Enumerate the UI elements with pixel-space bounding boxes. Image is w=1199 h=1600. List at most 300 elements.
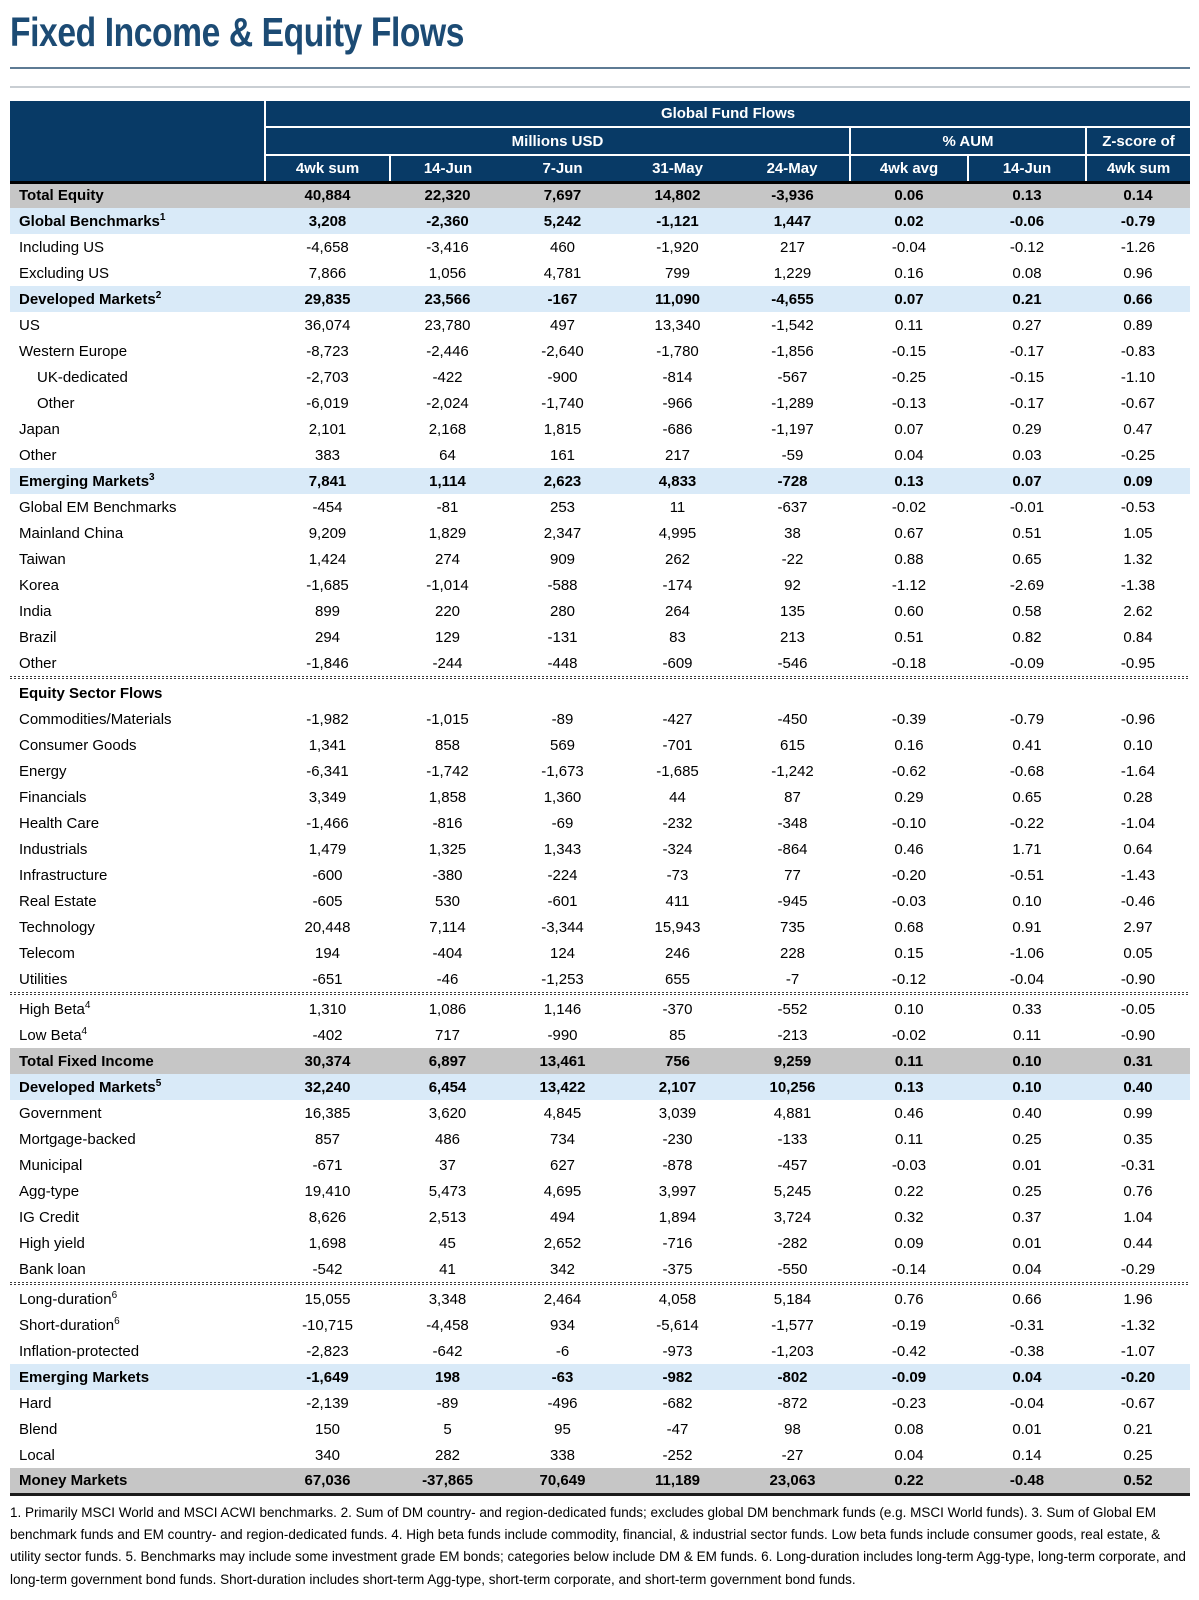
value-cell: 615 xyxy=(779,736,806,754)
value-cell: -10,715 xyxy=(302,1316,353,1334)
value-cell: 734 xyxy=(549,1130,576,1148)
value-cell: -4,458 xyxy=(426,1316,469,1334)
value-cell: 77 xyxy=(784,866,801,884)
title-rule-secondary xyxy=(10,86,1190,88)
value-cell: -1,673 xyxy=(541,762,584,780)
value-cell: 2,652 xyxy=(543,1234,582,1252)
value-cell: -174 xyxy=(662,576,693,594)
value-cell: 274 xyxy=(434,550,461,568)
header-row-group-title xyxy=(10,101,1190,127)
value-cell: -324 xyxy=(662,840,693,858)
table-row xyxy=(10,784,1190,810)
value-cell: 0.07 xyxy=(850,286,968,312)
value-cell: 0.37 xyxy=(1012,1208,1042,1226)
value-cell: -671 xyxy=(312,1156,343,1174)
value-cell: 0.04 xyxy=(1012,1260,1042,1278)
value-cell: 909 xyxy=(549,550,576,568)
table-row xyxy=(10,1442,1190,1468)
row-label: Short-duration$^6$ xyxy=(19,1315,120,1334)
value-cell: -1,289 xyxy=(771,394,814,412)
value-cell: -1,121 xyxy=(620,208,735,234)
table-row xyxy=(10,680,1190,706)
value-cell: 19,410 xyxy=(304,1182,351,1200)
value-cell: -1,846 xyxy=(306,654,349,672)
value-cell: 22,320 xyxy=(390,182,505,208)
value-cell: -0.39 xyxy=(891,710,927,728)
table-row xyxy=(10,1152,1190,1178)
value-cell: 11 xyxy=(669,498,686,516)
value-cell: 0.01 xyxy=(1012,1156,1042,1174)
value-cell: 2,168 xyxy=(428,420,467,438)
value-cell: -1.38 xyxy=(1120,576,1156,594)
value-cell: -600 xyxy=(312,866,343,884)
value-cell: -864 xyxy=(777,840,808,858)
value-cell: -637 xyxy=(777,498,808,516)
value-cell: -2,360 xyxy=(390,208,505,234)
value-cell: 7,114 xyxy=(429,918,466,936)
value-cell: 0.91 xyxy=(1012,918,1042,936)
value-cell: 150 xyxy=(314,1420,341,1438)
value-cell: 23,780 xyxy=(424,316,471,334)
value-cell: 20,448 xyxy=(304,918,351,936)
value-cell: 44 xyxy=(669,788,686,806)
value-cell: 857 xyxy=(314,1130,341,1148)
value-cell: -0.96 xyxy=(1120,710,1156,728)
page-title-text: Fixed Income & Equity Flows xyxy=(10,9,465,55)
value-cell: 2,107 xyxy=(620,1074,735,1100)
value-cell: -450 xyxy=(777,710,808,728)
row-label: Taiwan xyxy=(19,550,66,568)
value-cell: 0.65 xyxy=(1012,788,1042,806)
value-cell: 0.25 xyxy=(1012,1182,1042,1200)
value-cell: -232 xyxy=(662,814,693,832)
value-cell: -0.01 xyxy=(1009,498,1045,516)
value-cell: 5 xyxy=(443,1420,452,1438)
value-cell: 0.07 xyxy=(968,468,1086,494)
value-cell: -0.19 xyxy=(891,1316,927,1334)
row-label: High Beta$^4$ xyxy=(19,999,91,1018)
value-cell: 3,348 xyxy=(428,1290,467,1308)
value-cell: 0.01 xyxy=(1012,1420,1042,1438)
value-cell: 0.31 xyxy=(1086,1048,1190,1074)
value-cell: 0.21 xyxy=(968,286,1086,312)
value-cell: 1,698 xyxy=(308,1234,347,1252)
value-cell: -588 xyxy=(547,576,578,594)
value-cell: -0.95 xyxy=(1120,654,1156,672)
value-cell: 0.89 xyxy=(1123,316,1153,334)
value-cell: 0.66 xyxy=(1086,286,1190,312)
table-row xyxy=(10,260,1190,286)
column-header-14-jun: 14-Jun xyxy=(390,155,505,182)
value-cell: -0.02 xyxy=(891,1026,927,1044)
value-cell: 5,242 xyxy=(505,208,620,234)
value-cell: 217 xyxy=(779,238,806,256)
value-cell: 3,349 xyxy=(308,788,347,806)
value-cell: -802 xyxy=(735,1364,850,1390)
row-label: Telecom xyxy=(19,944,75,962)
value-cell: 1,829 xyxy=(428,524,467,542)
value-cell: 4,058 xyxy=(658,1290,697,1308)
row-label: Infrastructure xyxy=(19,866,108,884)
value-cell: 40,884 xyxy=(265,182,390,208)
value-cell: 0.13 xyxy=(968,182,1086,208)
title-rule-primary xyxy=(10,67,1190,69)
value-cell: -1.32 xyxy=(1120,1316,1156,1334)
value-cell xyxy=(505,680,620,706)
value-cell: -1,203 xyxy=(771,1342,814,1360)
value-cell: -651 xyxy=(312,970,343,988)
row-label: Bank loan xyxy=(19,1260,86,1278)
value-cell: 1.32 xyxy=(1123,550,1153,568)
value-cell: 11,090 xyxy=(620,286,735,312)
value-cell: -131 xyxy=(547,628,578,646)
value-cell: -0.29 xyxy=(1120,1260,1156,1278)
value-cell: 0.16 xyxy=(894,736,924,754)
value-cell: 264 xyxy=(664,602,691,620)
value-cell: -1.26 xyxy=(1120,238,1156,256)
value-cell xyxy=(265,680,390,706)
column-header-4wk-sum: 4wk sum xyxy=(265,155,390,182)
value-cell: -1,856 xyxy=(771,342,814,360)
value-cell: 0.28 xyxy=(1123,788,1153,806)
value-cell: -167 xyxy=(505,286,620,312)
value-cell: -2,640 xyxy=(541,342,584,360)
value-cell: 530 xyxy=(434,892,461,910)
value-cell: -0.83 xyxy=(1120,342,1156,360)
value-cell: -1,014 xyxy=(426,576,469,594)
footnote-ref: 6 xyxy=(114,1315,120,1327)
value-cell: -0.79 xyxy=(1009,710,1045,728)
row-label: Including US xyxy=(19,238,105,256)
value-cell: -0.20 xyxy=(891,866,927,884)
value-cell: -0.04 xyxy=(1009,970,1045,988)
value-cell: 0.14 xyxy=(1012,1446,1042,1464)
value-cell: -0.25 xyxy=(1120,446,1156,464)
value-cell: 5,245 xyxy=(773,1182,812,1200)
value-cell: -0.14 xyxy=(891,1260,927,1278)
row-label: US xyxy=(19,316,40,334)
row-label: Global EM Benchmarks xyxy=(19,498,177,516)
value-cell: 1,114 xyxy=(390,468,505,494)
row-label: Health Care xyxy=(19,814,100,832)
value-cell: 7,866 xyxy=(308,264,347,282)
value-cell: -945 xyxy=(777,892,808,910)
row-label: Brazil xyxy=(19,628,57,646)
value-cell: -546 xyxy=(777,654,808,672)
value-cell: 1,343 xyxy=(543,840,582,858)
table-row xyxy=(10,1256,1190,1282)
row-label: Total Equity xyxy=(10,182,265,208)
row-label: Local xyxy=(19,1446,55,1464)
value-cell: 0.44 xyxy=(1123,1234,1153,1252)
value-cell: 0.66 xyxy=(1012,1290,1042,1308)
value-cell: 23,063 xyxy=(735,1468,850,1494)
value-cell: -81 xyxy=(436,498,459,516)
value-cell: 16,385 xyxy=(304,1104,351,1122)
value-cell: -427 xyxy=(662,710,693,728)
value-cell: -3,344 xyxy=(541,918,584,936)
value-cell: 0.46 xyxy=(894,840,924,858)
value-cell: 2,623 xyxy=(505,468,620,494)
value-cell: -1,466 xyxy=(306,814,349,832)
value-cell: -0.23 xyxy=(891,1394,927,1412)
row-label: Mainland China xyxy=(19,524,124,542)
header-group-pct-aum: % AUM xyxy=(850,127,1086,155)
value-cell: -1,197 xyxy=(771,420,814,438)
value-cell: -89 xyxy=(551,710,574,728)
value-cell: 0.82 xyxy=(1012,628,1042,646)
row-label: UK-dedicated xyxy=(37,368,128,386)
value-cell: -0.03 xyxy=(891,892,927,910)
value-cell: 1,310 xyxy=(308,1000,347,1018)
value-cell: -552 xyxy=(777,1000,808,1018)
value-cell: 0.25 xyxy=(1012,1130,1042,1148)
value-cell: 1,325 xyxy=(428,840,467,858)
row-label: Money Markets xyxy=(10,1468,265,1494)
table-row xyxy=(10,810,1190,836)
value-cell: -900 xyxy=(547,368,578,386)
row-label: Government xyxy=(19,1104,102,1122)
value-cell: 858 xyxy=(434,736,461,754)
value-cell: 1,815 xyxy=(543,420,582,438)
value-cell: -0.15 xyxy=(891,342,927,360)
value-cell: 3,039 xyxy=(658,1104,697,1122)
value-cell: 70,649 xyxy=(505,1468,620,1494)
column-header-14-jun-aum: 14-Jun xyxy=(968,155,1086,182)
value-cell: -0.02 xyxy=(891,498,927,516)
value-cell: -22 xyxy=(781,550,804,568)
column-header-zscore-4wk-sum: 4wk sum xyxy=(1086,155,1190,182)
value-cell: 220 xyxy=(434,602,461,620)
value-cell: 4,695 xyxy=(543,1182,582,1200)
value-cell: 0.09 xyxy=(1086,468,1190,494)
value-cell: 3,208 xyxy=(265,208,390,234)
value-cell: -0.17 xyxy=(1009,394,1045,412)
row-label: Inflation-protected xyxy=(19,1342,140,1360)
row-label: Technology xyxy=(19,918,95,936)
value-cell: 0.96 xyxy=(1123,264,1153,282)
value-cell: -0.90 xyxy=(1120,1026,1156,1044)
value-cell: -1.43 xyxy=(1120,866,1156,884)
value-cell: 0.35 xyxy=(1123,1130,1153,1148)
table-row xyxy=(10,286,1190,312)
value-cell: -1.06 xyxy=(1009,944,1045,962)
column-header-4wk-avg: 4wk avg xyxy=(850,155,968,182)
value-cell: -1,015 xyxy=(426,710,469,728)
value-cell: -422 xyxy=(432,368,463,386)
value-cell: 9,209 xyxy=(308,524,347,542)
column-header-31-may: 31-May xyxy=(620,155,735,182)
value-cell: -1.12 xyxy=(891,576,927,594)
value-cell: 0.68 xyxy=(894,918,924,936)
value-cell: -642 xyxy=(432,1342,463,1360)
value-cell: 282 xyxy=(434,1446,461,1464)
value-cell: -448 xyxy=(547,654,578,672)
table-row xyxy=(10,862,1190,888)
value-cell: 0.04 xyxy=(894,446,924,464)
table-row xyxy=(10,914,1190,940)
value-cell: 294 xyxy=(314,628,341,646)
value-cell: -0.13 xyxy=(891,394,927,412)
header-corner-cell xyxy=(10,101,265,182)
value-cell: 1,229 xyxy=(773,264,812,282)
row-label: Low Beta$^4$ xyxy=(19,1025,88,1044)
value-cell: -4,658 xyxy=(306,238,349,256)
value-cell: 13,422 xyxy=(505,1074,620,1100)
table-row xyxy=(10,494,1190,520)
value-cell: -6,019 xyxy=(306,394,349,412)
value-cell: -7 xyxy=(785,970,800,988)
value-cell: 0.10 xyxy=(1123,736,1153,754)
value-cell: 11,189 xyxy=(620,1468,735,1494)
value-cell: 383 xyxy=(314,446,341,464)
row-label: Agg-type xyxy=(19,1182,80,1200)
value-cell: 29,835 xyxy=(265,286,390,312)
value-cell: 6,897 xyxy=(390,1048,505,1074)
table-row xyxy=(10,546,1190,572)
value-cell: 0.51 xyxy=(1012,524,1042,542)
value-cell: 0.07 xyxy=(894,420,924,438)
value-cell: -2,823 xyxy=(306,1342,349,1360)
value-cell: 1.04 xyxy=(1123,1208,1153,1226)
value-cell: 0.46 xyxy=(894,1104,924,1122)
value-cell: 1,858 xyxy=(428,788,467,806)
value-cell: -3,416 xyxy=(426,238,469,256)
value-cell: -1,577 xyxy=(771,1316,814,1334)
column-header-24-may: 24-May xyxy=(735,155,850,182)
value-cell: 217 xyxy=(664,446,691,464)
value-cell: -0.17 xyxy=(1009,342,1045,360)
value-cell: 460 xyxy=(549,238,576,256)
value-cell: 98 xyxy=(784,1420,801,1438)
value-cell: -1,740 xyxy=(541,394,584,412)
table-body xyxy=(10,182,1190,1494)
value-cell: 2,464 xyxy=(543,1290,582,1308)
value-cell: -230 xyxy=(662,1130,693,1148)
value-cell: -244 xyxy=(432,654,463,672)
value-cell: -1,685 xyxy=(306,576,349,594)
value-cell: -1,253 xyxy=(541,970,584,988)
value-cell xyxy=(390,680,505,706)
footnote-ref: 6 xyxy=(111,1289,118,1301)
value-cell: -4,655 xyxy=(735,286,850,312)
row-label: Emerging Markets xyxy=(10,1364,265,1390)
value-cell: 1.05 xyxy=(1123,524,1153,542)
value-cell: 38 xyxy=(784,524,801,542)
value-cell: 0.58 xyxy=(1012,602,1042,620)
footnote-ref: 4 xyxy=(84,999,91,1011)
value-cell: 0.13 xyxy=(850,468,968,494)
table-row xyxy=(10,888,1190,914)
value-cell: -814 xyxy=(662,368,693,386)
row-label: Industrials xyxy=(19,840,88,858)
table-row xyxy=(10,1338,1190,1364)
value-cell: 95 xyxy=(554,1420,571,1438)
value-cell: -380 xyxy=(432,866,463,884)
value-cell: -69 xyxy=(551,814,574,832)
value-cell: 135 xyxy=(779,602,806,620)
value-cell: 87 xyxy=(784,788,801,806)
value-cell: -2,446 xyxy=(426,342,469,360)
row-label: Equity Sector Flows xyxy=(19,684,163,702)
value-cell: 8,626 xyxy=(308,1208,347,1226)
value-cell: 497 xyxy=(549,316,576,334)
value-cell: 13,340 xyxy=(654,316,701,334)
value-cell: -1,542 xyxy=(771,316,814,334)
value-cell: -457 xyxy=(777,1156,808,1174)
value-cell: 129 xyxy=(434,628,461,646)
footnote-ref: 2 xyxy=(155,289,162,301)
value-cell: 4,881 xyxy=(773,1104,812,1122)
value-cell: 36,074 xyxy=(304,316,351,334)
value-cell: -973 xyxy=(662,1342,693,1360)
value-cell: 0.11 xyxy=(894,1130,924,1148)
value-cell: 569 xyxy=(549,736,576,754)
table-row xyxy=(10,706,1190,732)
value-cell: -0.38 xyxy=(1009,1342,1045,1360)
value-cell: 3,997 xyxy=(658,1182,697,1200)
row-label: Blend xyxy=(19,1420,58,1438)
value-cell: -0.90 xyxy=(1120,970,1156,988)
value-cell: -1,920 xyxy=(656,238,699,256)
value-cell: 1,360 xyxy=(543,788,582,806)
value-cell xyxy=(620,680,735,706)
value-cell: 1,424 xyxy=(308,550,347,568)
value-cell: -2,139 xyxy=(306,1394,349,1412)
value-cell: 7,841 xyxy=(265,468,390,494)
row-label: Other xyxy=(37,394,75,412)
value-cell: -990 xyxy=(547,1026,578,1044)
value-cell: -375 xyxy=(662,1260,693,1278)
value-cell: -0.53 xyxy=(1120,498,1156,516)
value-cell: 30,374 xyxy=(265,1048,390,1074)
value-cell: 2.97 xyxy=(1123,918,1153,936)
value-cell: -47 xyxy=(666,1420,689,1438)
value-cell: 3,724 xyxy=(773,1208,812,1226)
value-cell: -252 xyxy=(662,1446,693,1464)
value-cell: -370 xyxy=(662,1000,693,1018)
value-cell: 2,513 xyxy=(428,1208,467,1226)
value-cell: -0.03 xyxy=(891,1156,927,1174)
value-cell: 2,101 xyxy=(308,420,347,438)
table-row xyxy=(10,1178,1190,1204)
footnote-ref: 5 xyxy=(155,1077,162,1089)
value-cell: 253 xyxy=(549,498,576,516)
row-label: Long-duration$^6$ xyxy=(19,1289,118,1308)
value-cell: 0.10 xyxy=(894,1000,924,1018)
value-cell: 0.76 xyxy=(1123,1182,1153,1200)
value-cell: -0.05 xyxy=(1120,1000,1156,1018)
value-cell: -402 xyxy=(312,1026,343,1044)
value-cell: 67,036 xyxy=(265,1468,390,1494)
table-row xyxy=(10,468,1190,494)
value-cell: -6 xyxy=(555,1342,570,1360)
value-cell: -37,865 xyxy=(390,1468,505,1494)
value-cell: 3,620 xyxy=(428,1104,467,1122)
value-cell: 4,781 xyxy=(543,264,582,282)
table-row xyxy=(10,364,1190,390)
value-cell: 0.41 xyxy=(1012,736,1042,754)
row-label: IG Credit xyxy=(19,1208,80,1226)
value-cell: 23,566 xyxy=(390,286,505,312)
table-row xyxy=(10,520,1190,546)
value-cell: 342 xyxy=(549,1260,576,1278)
value-cell: 0.11 xyxy=(850,1048,968,1074)
value-cell: 246 xyxy=(664,944,691,962)
value-cell: 0.40 xyxy=(1086,1074,1190,1100)
value-cell: -0.25 xyxy=(891,368,927,386)
value-cell: 1,086 xyxy=(428,1000,467,1018)
